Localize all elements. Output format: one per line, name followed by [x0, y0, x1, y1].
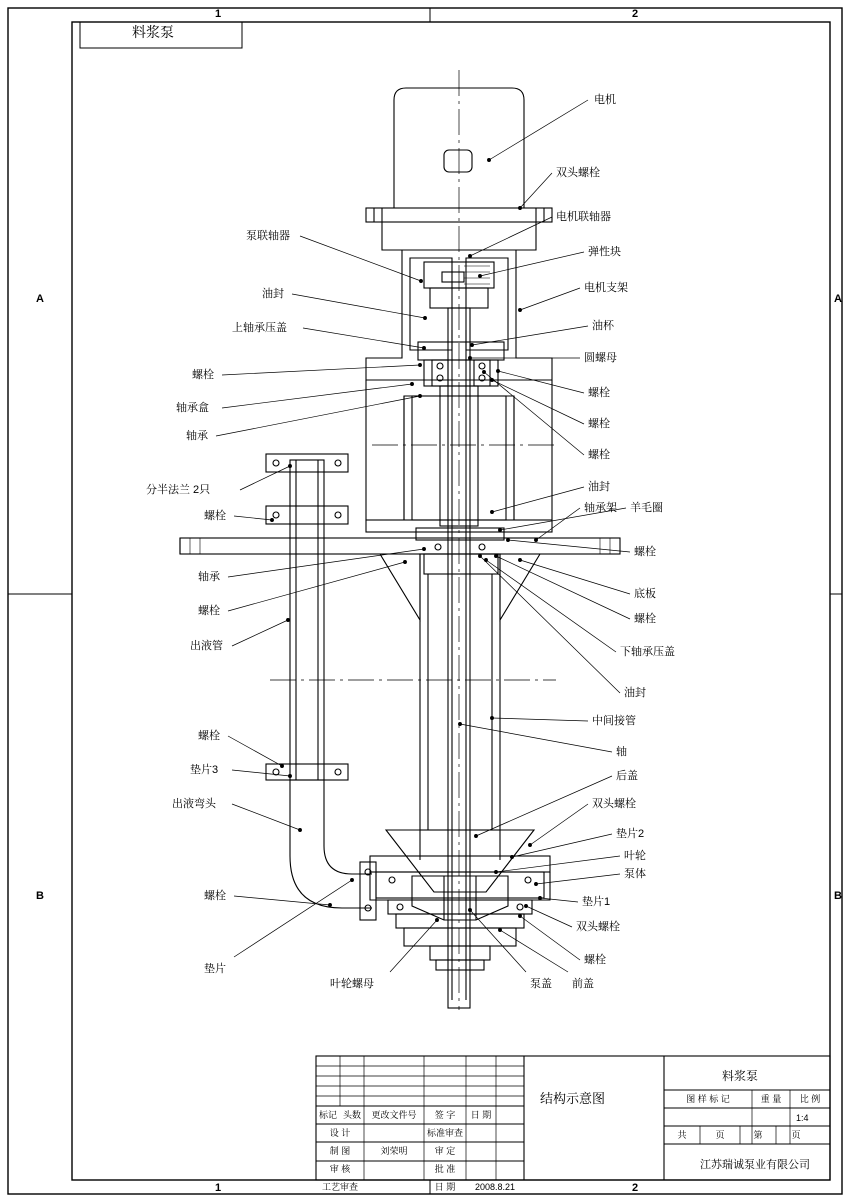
leader-line — [508, 540, 630, 552]
leader-line — [228, 736, 282, 766]
leader-arrow — [510, 855, 513, 858]
leader-line — [480, 556, 620, 693]
leader-line — [496, 856, 620, 872]
title-block-row-label: 工艺审查 — [321, 1182, 358, 1192]
part-label: 羊毛圈 — [630, 502, 663, 514]
part-label: 螺栓 — [634, 613, 656, 625]
leader-line — [486, 560, 616, 652]
leader-arrow — [468, 254, 471, 257]
product-name: 料浆泵 — [722, 1069, 759, 1083]
leader-arrow — [422, 547, 425, 550]
revision-header-cell: 头数 — [342, 1110, 361, 1120]
leader-line — [500, 930, 568, 972]
leader-arrow — [470, 343, 473, 346]
part-label: 电机 — [594, 94, 616, 106]
leader-arrow — [298, 828, 301, 831]
leader-arrow — [534, 538, 537, 541]
leader-line — [303, 328, 424, 348]
leader-line — [512, 834, 612, 857]
leader-arrow — [422, 346, 425, 349]
leader-arrow — [350, 878, 353, 881]
leader-line — [520, 173, 552, 208]
part-label: 油封 — [624, 687, 646, 699]
zone-bottom-2: 2 — [632, 1182, 639, 1194]
part-label: 电机联轴器 — [556, 211, 611, 223]
leader-arrow — [418, 394, 421, 397]
leader-line — [520, 288, 580, 310]
part-label: 轴承 — [198, 571, 220, 583]
leader-arrow — [487, 158, 490, 161]
title-block-row-right-label: 批 准 — [434, 1164, 456, 1174]
leader-arrow — [435, 918, 438, 921]
revision-header-cell: 更改文件号 — [371, 1110, 417, 1120]
scale-value: 1:4 — [796, 1113, 809, 1123]
attribute-header-cell: 重 量 — [760, 1094, 782, 1104]
leader-arrow — [518, 308, 521, 311]
zone-top-1: 1 — [215, 8, 222, 20]
part-label: 螺栓 — [588, 387, 610, 399]
part-label: 后盖 — [616, 770, 638, 782]
part-label: 油封 — [588, 481, 610, 493]
title-block-row-label: 审 核 — [329, 1164, 351, 1174]
title-block-row-value: 刘荣明 — [380, 1146, 408, 1156]
leader-arrow — [468, 356, 471, 359]
part-label: 叶轮 — [624, 850, 646, 862]
part-label: 电机支架 — [584, 282, 628, 294]
leader-arrow — [524, 904, 527, 907]
revision-header-cell: 日 期 — [470, 1110, 492, 1120]
leader-line — [300, 236, 421, 281]
leader-arrow — [419, 279, 422, 282]
leader-line — [222, 384, 412, 408]
part-label: 油封 — [262, 288, 284, 300]
leader-line — [232, 770, 290, 776]
leader-arrow — [478, 274, 481, 277]
part-label: 螺栓 — [588, 418, 610, 430]
leader-line — [536, 874, 620, 884]
zone-bottom-1: 1 — [215, 1182, 222, 1194]
revision-header-cell: 标记 — [318, 1110, 337, 1120]
sheet-count-cell: 页 — [791, 1130, 801, 1140]
leader-arrow — [403, 560, 406, 563]
sheet-count-cell: 页 — [715, 1130, 725, 1140]
leader-line — [460, 724, 612, 752]
revision-header-cell: 签 字 — [434, 1110, 456, 1120]
part-label: 垫片 — [204, 963, 226, 975]
part-label: 螺栓 — [634, 546, 656, 558]
leader-arrow — [528, 843, 531, 846]
part-label: 螺栓 — [584, 954, 606, 966]
leader-line — [530, 804, 588, 845]
leader-arrow — [468, 908, 471, 911]
leader-arrow — [494, 870, 497, 873]
title-block-row-right-value: 2008.8.21 — [474, 1182, 516, 1192]
leader-line — [492, 718, 588, 721]
leader-arrow — [518, 558, 521, 561]
sheet-count-cell: 共 — [677, 1130, 687, 1140]
leader-arrow — [288, 464, 291, 467]
part-label: 轴 — [616, 746, 627, 758]
part-label: 叶轮螺母 — [330, 978, 374, 990]
leader-arrow — [518, 206, 521, 209]
leader-arrow — [498, 528, 501, 531]
leader-arrow — [494, 554, 497, 557]
part-label: 油杯 — [592, 320, 614, 332]
leader-arrow — [538, 896, 541, 899]
leader-line — [484, 372, 584, 455]
part-label: 泵体 — [624, 868, 646, 880]
leader-line — [489, 100, 588, 160]
part-label: 前盖 — [572, 978, 594, 990]
leader-line — [520, 560, 630, 594]
part-label: 出液管 — [190, 640, 223, 652]
part-label: 垫片2 — [616, 828, 645, 840]
part-label: 垫片3 — [190, 764, 219, 776]
part-label: 螺栓 — [198, 730, 220, 742]
part-label: 泵联轴器 — [246, 230, 290, 242]
leader-arrow — [490, 510, 493, 513]
part-label: 轴承盒 — [176, 402, 209, 414]
leader-line — [222, 365, 420, 375]
part-label: 轴承架 — [584, 502, 617, 514]
leader-arrow — [286, 618, 289, 621]
leader-arrow — [458, 722, 461, 725]
zone-left-b: B — [36, 890, 44, 902]
part-label: 下轴承压盖 — [620, 646, 675, 658]
part-label: 螺栓 — [204, 510, 226, 522]
leader-line — [480, 252, 584, 276]
title-block-row-right-label: 审 定 — [434, 1146, 456, 1156]
leader-line — [232, 620, 288, 646]
leader-arrow — [418, 363, 421, 366]
part-label: 弹性块 — [588, 246, 621, 258]
sheet-count-cell: 第 — [753, 1130, 763, 1140]
zone-left-a: A — [36, 293, 44, 305]
leader-arrow — [423, 316, 426, 319]
part-label: 出液弯头 — [172, 798, 216, 810]
attribute-header-cell: 比 例 — [799, 1094, 821, 1104]
leader-arrow — [270, 518, 273, 521]
leader-line — [292, 294, 425, 318]
leader-arrow — [288, 774, 291, 777]
leader-arrow — [534, 882, 537, 885]
zone-right-b: B — [834, 890, 842, 902]
title-block-row-right-label: 日 期 — [434, 1182, 456, 1192]
title-block-row-right-label: 标准审查 — [426, 1128, 463, 1138]
leader-line — [216, 396, 420, 436]
title-block-row-label: 设 计 — [329, 1128, 351, 1138]
leader-line — [240, 466, 290, 490]
part-label: 泵盖 — [530, 978, 552, 990]
part-label: 垫片1 — [582, 896, 611, 908]
part-label: 双头螺栓 — [556, 167, 600, 179]
leader-line — [228, 562, 405, 611]
part-label: 中间接管 — [592, 715, 636, 727]
leader-arrow — [518, 914, 521, 917]
part-label: 双头螺栓 — [592, 798, 636, 810]
part-label: 上轴承压盖 — [232, 322, 287, 334]
zone-top-2: 2 — [632, 8, 639, 20]
leader-arrow — [410, 382, 413, 385]
part-label: 螺栓 — [588, 449, 610, 461]
part-label: 螺栓 — [192, 369, 214, 381]
title-block-row-label: 制 图 — [329, 1146, 351, 1156]
part-label: 螺栓 — [204, 890, 226, 902]
leader-line — [526, 906, 572, 927]
view-title: 结构示意图 — [540, 1091, 606, 1106]
leader-line — [472, 326, 588, 345]
corner-title: 料浆泵 — [132, 24, 174, 40]
part-label: 轴承 — [186, 430, 208, 442]
part-label: 螺栓 — [198, 605, 220, 617]
leader-line — [498, 371, 584, 393]
leader-arrow — [328, 903, 331, 906]
leader-line — [536, 508, 580, 540]
leader-line — [228, 549, 424, 577]
part-label: 分半法兰 2只 — [146, 484, 211, 496]
leader-line — [234, 880, 352, 957]
leader-arrow — [478, 554, 481, 557]
leader-arrow — [496, 369, 499, 372]
leader-arrow — [482, 370, 485, 373]
part-label: 底板 — [634, 588, 656, 600]
leader-arrow — [498, 928, 501, 931]
attribute-header-cell: 图 样 标 记 — [686, 1094, 730, 1104]
leader-arrow — [506, 538, 509, 541]
part-label: 双头螺栓 — [576, 921, 620, 933]
company-name: 江苏瑞诚泵业有限公司 — [700, 1159, 810, 1171]
part-label: 圆螺母 — [584, 352, 617, 364]
zone-right-a: A — [834, 293, 842, 305]
leader-arrow — [474, 834, 477, 837]
leader-arrow — [280, 764, 283, 767]
leader-arrow — [490, 716, 493, 719]
leader-line — [520, 916, 580, 960]
